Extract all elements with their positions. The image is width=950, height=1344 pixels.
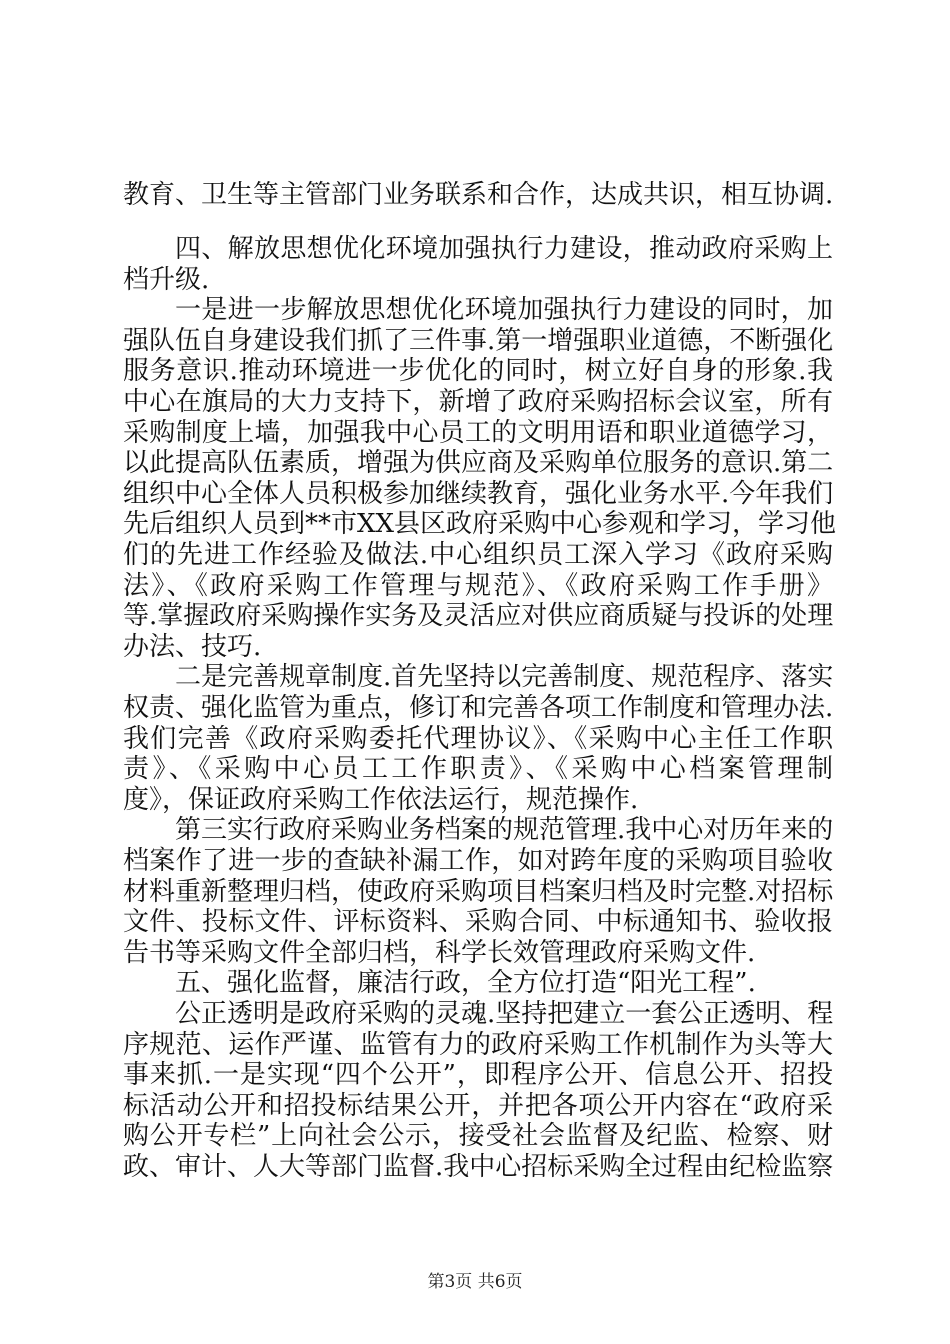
body-line: 以此提高队伍素质，增强为供应商及采购单位服务的意识.第二	[123, 448, 834, 478]
body-line: 们的先进工作经验及做法.中心组织员工深入学习《政府采购	[123, 540, 833, 570]
body-line: 标活动公开和招投标结果公开，并把各项公开内容在“政府采	[123, 1091, 833, 1121]
body-line: 先后组织人员到**市XX县区政府采购中心参观和学习，学习他	[123, 509, 837, 539]
body-line: 强队伍自身建设我们抓了三件事.第一增强职业道德，不断强化	[123, 326, 834, 356]
body-line: 教育、卫生等主管部门业务联系和合作，达成共识，相互协调.	[123, 180, 834, 210]
body-line: 采购制度上墙，加强我中心员工的文明用语和职业道德学习，	[123, 418, 833, 448]
body-line: 办法、技巧.	[123, 632, 262, 662]
section-heading-line: 档升级.	[123, 265, 210, 295]
body-line: 度》，保证政府采购工作依法运行，规范操作.	[123, 785, 639, 815]
body-line: 材料重新整理归档，使政府采购项目档案归档及时完整.对招标	[123, 877, 834, 907]
body-line: 服务意识.推动环境进一步优化的同时，树立好自身的形象.我	[123, 356, 833, 386]
body-line: 二是完善规章制度.首先坚持以完善制度、规范程序、落实	[175, 662, 834, 692]
body-line: 购公开专栏”上向社会公示，接受社会监督及纪监、检察、财	[123, 1121, 833, 1151]
body-line: 一是进一步解放思想优化环境加强执行力建设的同时，加	[175, 295, 833, 325]
body-line: 告书等采购文件全部归档，科学长效管理政府采购文件.	[123, 938, 756, 968]
body-line: 序规范、运作严谨、监管有力的政府采购工作机制作为头等大	[123, 1030, 833, 1060]
body-line: 第三实行政府采购业务档案的规范管理.我中心对历年来的	[175, 815, 834, 845]
body-line: 责》、《采购中心员工工作职责》、《采购中心档案管理制	[123, 754, 833, 784]
body-line: 权责、强化监管为重点，修订和完善各项工作制度和管理办法.	[123, 693, 834, 723]
body-line: 我们完善《政府采购委托代理协议》、《采购中心主任工作职	[123, 724, 833, 754]
body-line: 文件、投标文件、评标资料、采购合同、中标通知书、验收报	[123, 907, 833, 937]
body-line: 等.掌握政府采购操作实务及灵活应对供应商质疑与投诉的处理	[123, 601, 834, 631]
body-line: 组织中心全体人员积极参加继续教育，强化业务水平.今年我们	[123, 479, 834, 509]
section-heading-line: 四、解放思想优化环境加强执行力建设，推动政府采购上	[175, 234, 833, 264]
section-heading-line: 五、强化监督，廉洁行政，全方位打造“阳光工程”.	[175, 968, 756, 998]
body-line: 中心在旗局的大力支持下，新增了政府采购招标会议室，所有	[123, 387, 833, 417]
page-number-footer: 第3页 共6页	[427, 1272, 523, 1292]
body-line: 政、审计、人大等部门监督.我中心招标采购全过程由纪检监察	[123, 1152, 834, 1182]
body-line: 法》、《政府采购工作管理与规范》、《政府采购工作手册》	[123, 571, 833, 601]
body-line: 事来抓.一是实现“四个公开”，即程序公开、信息公开、招投	[123, 1060, 833, 1090]
body-line: 公正透明是政府采购的灵魂.坚持把建立一套公正透明、程	[175, 999, 834, 1029]
body-line: 档案作了进一步的查缺补漏工作，如对跨年度的采购项目验收	[123, 846, 833, 876]
